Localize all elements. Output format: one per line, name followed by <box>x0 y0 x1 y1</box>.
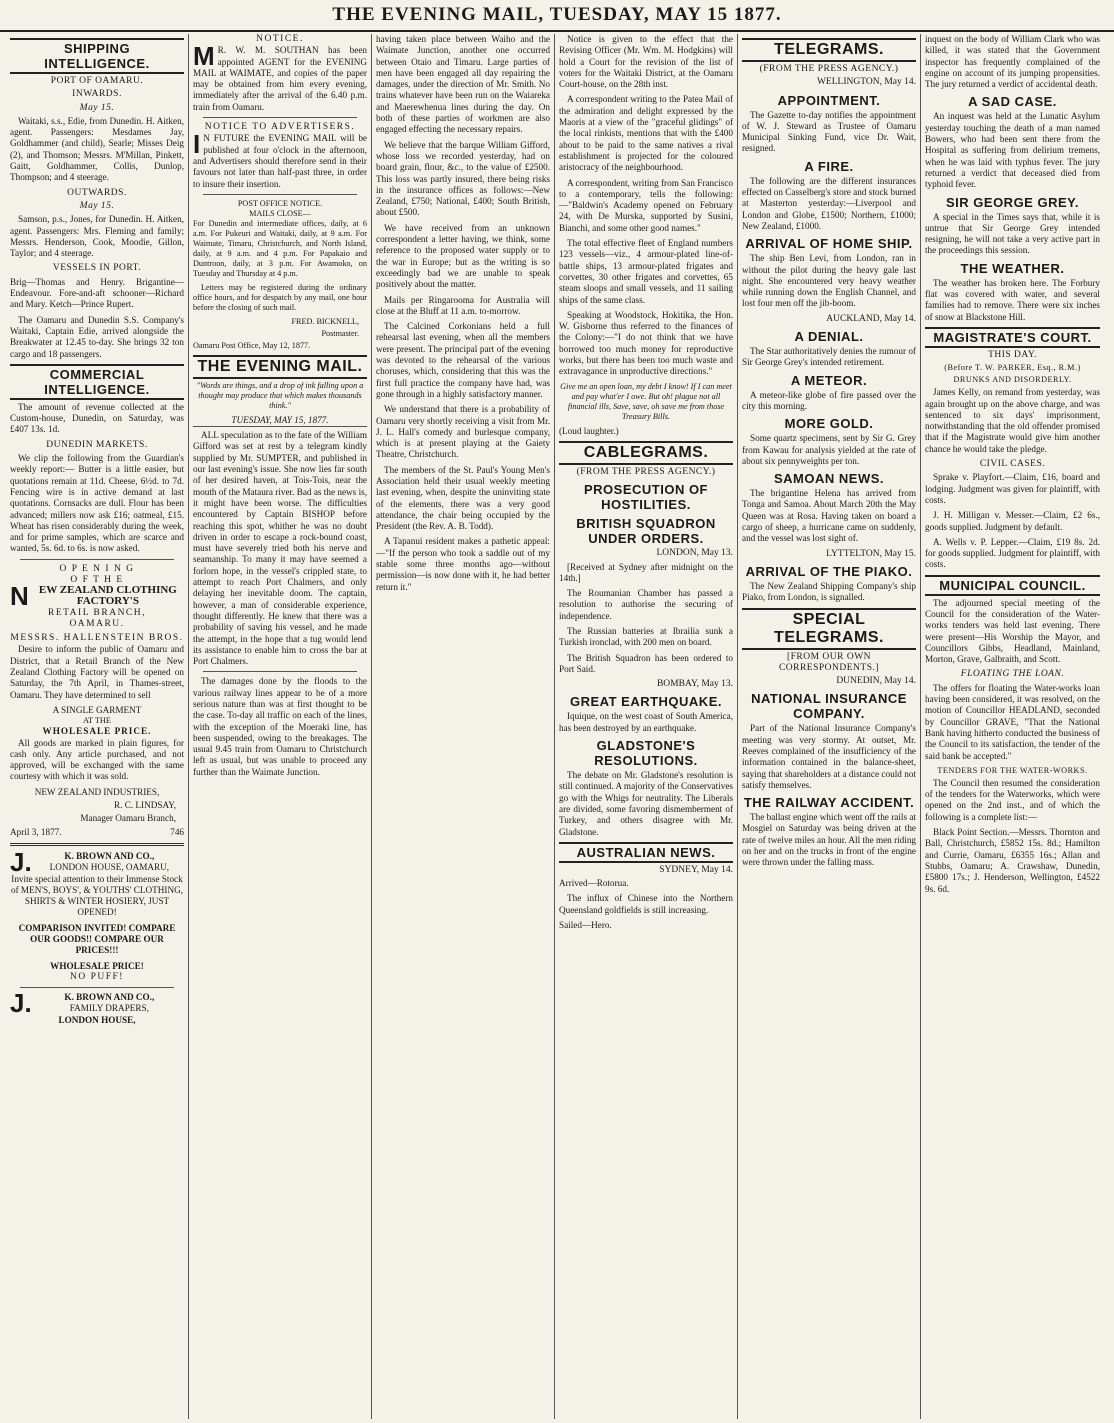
outwards-date: May 15. <box>79 200 115 211</box>
editorial-text: ALL speculation as to the fate of the William Gifford was set at rest by a telegram kindly supplied by Mr. SUMPTER, and published in our last evening's issue. She now lies far south of her desired haven, at Tois-Tois, near the mouth of the Mataura river. Bad as the news is, it might have been worse. The difficulties encountered by Captain BISHOP before reaching this spot, whither he was no doubt driven in order to escape a rock-bound coast, must have severely tried both his nerve and seamanship. To many it may have seemed a forlorn hope, in the vessel's crippled state, to attempt to reach Port Chalmers, and only delaying her inevitable doom. The captain, however, a man of considerable experience, thought differently. He knew that there was a probability of saving his vessel, and he made the attempt, in the hope that a tug would lend its assistance to enable him to cross the bar at Port Chalmers. <box>193 430 367 667</box>
column-4 <box>555 34 738 1419</box>
column-1 <box>6 34 189 1419</box>
c4-laughter: (Loud laughter.) <box>559 425 619 436</box>
c6-p3: A special in the Times says that, while it is untrue that Sir George Grey intended resigning, he will not take a very active part in the proceedings this session. <box>925 211 1100 256</box>
ad-single: A SINGLE GARMENT <box>52 704 142 715</box>
heading-gladstone: GLADSTONE'S RESOLUTIONS. <box>594 738 698 769</box>
heading-denial: A DENIAL. <box>794 329 864 345</box>
c5-p6: Some quartz specimens, sent by Sir G. Grey from Kawau for analysis yielded at the rate of about six pennyweights per ton. <box>742 433 916 466</box>
civil-cases: CIVIL CASES. <box>979 459 1046 470</box>
heading-australian: AUSTRALIAN NEWS. <box>559 842 733 863</box>
heading-telegrams: TELEGRAMS. <box>742 38 916 62</box>
post-office-date: Oamaru Post Office, May 12, 1877. <box>193 340 311 350</box>
ad-number: 746 <box>170 826 184 837</box>
brown-london-2: LONDON HOUSE, <box>58 1014 136 1025</box>
outwards-heading: OUTWARDS. <box>67 187 127 198</box>
advertisers-heading: NOTICE TO ADVERTISERS. <box>204 122 356 133</box>
c5-p9: Part of the National Insurance Company's meeting was very stormy. At outset, Mr. Reeves complained of the insufficiency of the information contained in the balance-sheet, saying that shareholders at a distance could not satisfy themselves. <box>742 723 916 790</box>
before-magistrate: (Before T. W. PARKER, Esq., R.M.) <box>944 363 1081 373</box>
drunks-heading: DRUNKS AND DISORDERLY. <box>953 375 1072 385</box>
c4-p2: A correspondent writing to the Patea Mail of the admiration and delight expressed by the Maoris at a view of the "graceful glidings" of the local rinkists, mentions that with the £400 about to be paid to the same natives a rival establishment is projected for the coloured aristocracy of the neighbourhood. <box>559 94 733 173</box>
c3-p7: The members of the St. Paul's Young Men's Association held their usual weekly meeting last evening, when, despite the uninviting state of the elements, there was a very good attendance, the chair being occupied by the President (the Rev. A. B. Todd). <box>376 464 550 532</box>
customs-text: The amount of revenue collected at the Custom-house, Dunedin, on Saturday, was £407 13s. 1d. <box>10 401 184 435</box>
notice-text: M R. W. M. SOUTHAN has been appointed AGENT for the EVENING MAIL at WAIMATE, and copies of the paper may be obtained from him every evening, immediately after the arrival of the 6.40 p.m. train from Oamaru. <box>193 41 367 112</box>
masthead: THE EVENING MAIL, TUESDAY, MAY 15 1877. <box>0 0 1114 32</box>
column-5 <box>738 34 921 1419</box>
post-heading: POST OFFICE NOTICE. <box>237 198 323 208</box>
brown-nopuff: NO PUFF! <box>70 971 124 982</box>
heading-commercial: COMMERCIAL INTELLIGENCE. <box>10 364 184 400</box>
c5-p5: A meteor-like globe of fire passed over the city this morning. <box>742 389 916 411</box>
c4-p4: The total effective fleet of England numbers 123 vessels—viz., 4 armour-plated line-of-battle ships, 13 armour-plated frigates and corvettes, 30 other frigates and corvettes, 65 steam sloops and small vessels, and 11 sailing ships of the same class. <box>559 238 733 305</box>
port-heading: PORT OF OAMARU. <box>50 76 144 86</box>
c6-p2: An inquest was held at the Lunatic Asylum yesterday touching the death of a man named Bowers, who had been sent there from the Hospital as suffering from delirium tremens, when he was laid with typhus fever. The jury returned a verdict that deceased died from typhoid fever. <box>925 111 1100 190</box>
floating-loan: FLOATING THE LOAN. <box>960 669 1065 680</box>
ad-of: O F T H E <box>70 574 124 585</box>
heading-meteor: A METEOR. <box>790 372 868 388</box>
shipping-note: The Oamaru and Dunedin S.S. Company's Waitaki, Captain Edie, arrived alongside the Breakwater at 12.45 to-day. She brings 32 ton cargo and 18 passengers. <box>10 314 184 359</box>
c4-p13: The influx of Chinese into the Northern Queensland goldfields is still increasing. <box>559 893 733 915</box>
c3-p2: We believe that the barque William Gifford, whose loss we recorded yesterday, had on board grain, flour, &c., to the value of £2500. This loss was partly insured, there being risks in the insurance offices as follows:—New Zealand, £750; National, £400; South British, about £500. <box>376 139 550 218</box>
c3-p6: We understand that there is a probability of Oamaru very shortly receiving a visit from Mr. J. L. Hall's comedy and burlesque company, which is at present playing at the Gaiety Theatre, Christchurch. <box>376 404 550 460</box>
c6-p9: The adjourned special meeting of the Council for the consideration of the Water-works tenders was held last evening. There were present—His Worship the Mayor, and Councillors Gibbs, Headland, Mainland, Morton, Grave, Galbraith, and Scott. <box>925 597 1100 665</box>
vessels-text: Brig—Thomas and Henry. Brigantine—Endeavour. Fore-and-aft schooner—Richard and Mary. Ketch—Prince Rupert. <box>10 276 184 310</box>
ad-at: AT THE <box>83 716 111 726</box>
brown-london: LONDON HOUSE, OAMARU, <box>49 862 170 873</box>
brown-drapers: FAMILY DRAPERS, <box>69 1003 149 1014</box>
heading-grey: SIR GEORGE GREY. <box>946 194 1079 210</box>
mails-list: For Dunedin and intermediate offices, daily, at 6 a.m. For Pukeuri and Waitaki, daily, at 9 a.m. For Waimate, Timaru, Christchurch, and North Island, daily, at 9 a.m. and 4 p.m. For Papakaio and Duntroon, daily, at 3 p.m. For Awamoko, on Tuesday and Thursday at 4 p.m. <box>193 218 367 278</box>
heading-hostilities: PROSECUTION OF HOSTILITIES. <box>583 482 708 513</box>
column-2 <box>189 34 372 1419</box>
c4-p11: The debate on Mr. Gladstone's resolution is still continued. A majority of the Conservatives go with the Whigs for neutrality. The Liberals are divided, some favoring dismemberment of Turkey, and others disagree with Mr. Gladstone. <box>559 770 733 837</box>
outwards-text: Samson, p.s., Jones, for Dunedin. H. Aitken, agent. Passengers: Mrs. Fleming and family; Messrs. Henderson, Cook, Moodie, Gillon, Taylor; and 4 steerage. <box>10 214 184 259</box>
ad-hallenstein: MESSRS. HALLENSTEIN BROS. <box>10 633 184 644</box>
heading-evening-mail: THE EVENING MAIL. <box>193 355 367 379</box>
c5-p1: The Gazette to-day notifies the appointment of W. J. Steward as Trustee of Oamaru Municipal Sinking Fund, vice Dr. Wait, resigned. <box>742 109 916 154</box>
c4-p14: Sailed—Hero. <box>559 920 612 931</box>
c4-p6: [Received at Sydney after midnight on the 14th.] <box>559 561 733 583</box>
dateline-london: LONDON, May 13. <box>656 548 733 559</box>
ad-retail: RETAIL BRANCH, <box>48 607 146 618</box>
heading-special-telegrams: SPECIAL TELEGRAMS. <box>742 608 916 650</box>
heading-railway: THE RAILWAY ACCIDENT. <box>743 795 915 811</box>
brown-ad-title-2: J. K. BROWN AND CO., <box>10 988 155 1019</box>
heading-municipal: MUNICIPAL COUNCIL. <box>925 575 1100 596</box>
dateline-wellington: WELLINGTON, May 14. <box>816 77 916 88</box>
ad-wholesale: WHOLESALE PRICE. <box>42 726 152 737</box>
c6-p1: inquest on the body of William Clark who was killed, it was stated that the Government inspector has frequently complained of the engine on account of its jumping propensities. The jury returned a verdict of accidental death. <box>925 34 1100 90</box>
column-6 <box>921 34 1104 1419</box>
inwards-heading: INWARDS. <box>72 89 122 100</box>
c5-p2: The following are the different insurances effected on Casselberg's store and stock burned at Masterton yesterday:—Liverpool and London and Globe, £1500; Northern, £1000; New Zealand, £1000. <box>742 175 916 231</box>
c6-p11: The Council then resumed the consideration of the tenders for the Waterworks, which were opened on the 2nd inst., and of which the following is a complete list:— <box>925 777 1100 822</box>
ad-manager: Manager Oamaru Branch, <box>80 813 176 824</box>
brown-text: Invite special attention to their Immense Stock of MEN'S, BOYS', & YOUTHS' CLOTHING, SHIRTS & WINTER HOSIERY, JUST OPENED! <box>10 873 184 918</box>
c6-p8: A. Wells v. P. Lepper.—Claim, £19 8s. 2d. for goods supplied. Judgment for plaintiff, with costs. <box>925 536 1100 570</box>
floods-text: The damages done by the floods to the various railway lines appear to be of a more serious nature than was at first thought to be the case. To-day all traffic on each of the lines, with the exception of the Moeraki line, has been suspended, owing to the breakages. The usual 9.45 train from Oamaru to Christchurch left as usual, but was unable to proceed any further than the Waimate Junction. <box>193 676 367 777</box>
dateline-auckland: AUCKLAND, May 14. <box>826 313 916 324</box>
markets-text: We clip the following from the Guardian's weekly report:— Butter is a little easier, but quotations remain at 11d. Cheese, 6½d. to 7d. Fencing wire is in active demand at last quotations. Cornsacks are dull. Flour has been advanced; millers now ask £16; oatmeal, £15. Wheat has risen considerably during the week, and for prime samples, which are scarce and wanted, 5s. 6d. to 6s. is now asked. <box>10 453 184 554</box>
heading-appointment: APPOINTMENT. <box>777 92 881 108</box>
heading-samoan: SAMOAN NEWS. <box>774 471 884 487</box>
heading-magistrate: MAGISTRATE'S COURT. <box>925 327 1100 348</box>
telegrams-agency: (FROM THE PRESS AGENCY.) <box>759 64 899 74</box>
markets-heading: DUNEDIN MARKETS. <box>46 439 148 450</box>
cablegrams-agency: (FROM THE PRESS AGENCY.) <box>576 466 716 477</box>
tenders-heading: TENDERS FOR THE WATER-WORKS. <box>937 765 1088 775</box>
ad-oamaru: OAMARU. <box>69 618 125 629</box>
postmaster-title: Postmaster. <box>321 328 359 338</box>
c5-p3: The ship Ben Levi, from London, ran in without the pilot during the heavy gale last night. She encountered very heavy weather while running down the English Channel, and lost four men off the jib-boom. <box>742 253 916 309</box>
c4-p10: Iquique, on the west coast of South America, has been destroyed by an earthquake. <box>559 711 733 733</box>
c6-p7: J. H. Milligan v. Messer.—Claim, £2 6s., goods supplied. Judgment by default. <box>925 510 1100 532</box>
heading-gold: MORE GOLD. <box>784 416 874 432</box>
advertisers-text: I N FUTURE the EVENING MAIL will be published at four o'clock in the afternoon, and Advertisers should therefore send in their favours not later than half-past three, in order to insure their insertion. <box>193 129 367 189</box>
brown-wholesale: WHOLESALE PRICE! <box>50 960 144 971</box>
brown-compare: COMPARISON INVITED! COMPARE OUR GOODS!! COMPARE OUR PRICES!!! <box>18 922 176 956</box>
this-day: THIS DAY. <box>988 349 1037 360</box>
c4-p1: Notice is given to the effect that the Revising Officer (Mr. Wm. M. Hodgkins) will hold a Court for the revision of the list of voters for the Waitaki District, at the Oamaru Court-house, on the 28th inst. <box>559 34 733 90</box>
c5-p4: The Star authoritatively denies the rumour of Sir George Grey's intended retirement. <box>742 346 916 368</box>
dateline-sydney: SYDNEY, May 14. <box>659 864 733 875</box>
c4-p8: The Russian batteries at Ibrailia sunk a Turkish ironclad, with 200 men on board. <box>559 625 733 648</box>
c4-p7: The Roumanian Chamber has passed a resolution to authorise the securing of independence. <box>559 588 733 621</box>
heading-insurance: NATIONAL INSURANCE COMPANY. <box>751 691 907 722</box>
c3-p1: having taken place between Waiho and the Waimate Junction, another one occurred between Otaio and Timaru. Large parties of men have been engaged all day repairing the damages, under the direction of Mr. Smith. No trains whatever have been run on the Waiareka and Maerewhenua lines during the day. On both of these parties of workmen are also engaged effecting the necessary repairs. <box>376 34 550 135</box>
heading-cablegrams: CABLEGRAMS. <box>559 441 733 465</box>
c6-p5: James Kelly, on remand from yesterday, was again brought up on the above charge, and was sentenced to six days' imprisonment, notwithstanding that the old offender promised that if the Magistrate would give him another chance he would take the pledge. <box>925 387 1100 454</box>
ad-opening: O P E N I N G <box>59 563 135 574</box>
dateline-dunedin: DUNEDIN, May 14. <box>836 676 916 687</box>
ad-sign: R. C. LINDSAY, <box>113 800 176 811</box>
brown-ad-title: J. K. BROWN AND CO., <box>10 846 155 877</box>
heading-squadron: BRITISH SQUADRON UNDER ORDERS. <box>576 516 716 547</box>
heading-earthquake: GREAT EARTHQUAKE. <box>570 694 722 710</box>
c4-p9: The British Squadron has been ordered to Port Said. <box>559 652 733 674</box>
mails-letters: Letters may be registered during the ordinary office hours, and for despatch by any mail, one hour before the closing of such mail. <box>193 282 367 312</box>
c6-p4: The weather has broken here. The Forbury flat was covered with water, and several families had to remove. There were six inches of snow at Blackstone Hill. <box>925 277 1100 322</box>
notice-heading: NOTICE. <box>256 34 304 44</box>
c3-p5: The Calcined Corkonians held a full rehearsal last evening, when all the members were present. The principal part of the evening was devoted to the rehearsal of the various choruses, which, considering that this was the first full practice the company have had, was gone through in a highly satisfactory manner. <box>376 321 550 399</box>
ad-industries: NEW ZEALAND INDUSTRIES, <box>34 786 160 797</box>
inwards-date: May 15. <box>79 102 115 113</box>
c6-p6: Sprake v. Playfort.—Claim, £16, board and lodging. Judgment was given for plaintiff, with costs. <box>925 472 1100 505</box>
vessels-heading: VESSELS IN PORT. <box>52 263 142 274</box>
ad-date: April 3, 1877. <box>10 826 62 837</box>
c6-p10: The offers for floating the Water-works loan having been considered, it was resolved, on the motion of Councillor HEADLAND, seconded by Councillor GRAVE, "That the National Bank having hitherto conducted the business of the Council to its satisfaction, the tender of the said bank be accepted." <box>925 682 1100 761</box>
c4-p3: A correspondent, writing from San Francisco to a contemporary, tells the following:—"Baldwin's Academy opened on February 24, with De Murska, supported by Susini, Bianchi, and some other good names." <box>559 177 733 233</box>
c6-p12: Black Point Section.—Messrs. Thornton and Ball, Christchurch, £5852 15s. 8d.; Hamilton and Currie, Oamaru, £6355 16s.; Allan and Stubbs, Oamaru; A. Crawshaw, Dunedin, £5800 17s.; J. Henderson, Wellington, £4522 9s. 6d. <box>925 827 1100 894</box>
ad-date-row <box>10 827 184 838</box>
editorial-date: TUESDAY, MAY 15, 1877. <box>193 415 367 427</box>
ad-goods: All goods are marked in plain figures, for cash only. Any article purchased, and not approved, will be exchanged with the same courtesy with which it was sold. <box>10 737 184 782</box>
heading-weather: THE WEATHER. <box>960 260 1065 276</box>
c3-p4: Mails per Ringarooma for Australia will close at the Bluff at 11 a.m. to-morrow. <box>376 294 550 316</box>
heading-shipping: SHIPPING INTELLIGENCE. <box>10 38 184 74</box>
c4-p5: Speaking at Woodstock, Hokitika, the Hon. W. Gisborne thus referred to the finances of the Colony:—"I do not think that we have borrowed too much money for reproductive works, but there has been too much waste and extravagance in unproductive directions." <box>559 309 733 377</box>
c5-p8: The New Zealand Shipping Company's ship Piako, from London, is signalled. <box>742 580 916 603</box>
heading-home-ship: ARRIVAL OF HOME SHIP. <box>745 236 913 252</box>
heading-fire: A FIRE. <box>804 158 854 174</box>
inwards-text: Waitaki, s.s., Edie, from Dunedin. H. Aitken, agent. Passengers: Mesdames Jay, Goldhammer (and child), Searle; Misses Deig (2), and Thomson; Messrs. M'Millan, Pinkett, Gaitt, Goldhammer, Collis, Dunlop, Thompson; and 4 steerage. <box>10 115 184 183</box>
dateline-lyttelton: LYTTELTON, May 15. <box>826 548 916 559</box>
postmaster-name: FRED. BICKNELL, <box>291 316 359 326</box>
newspaper-columns <box>6 34 1108 1419</box>
c4-p12: Arrived—Rotorua. <box>559 878 629 889</box>
dateline-bombay: BOMBAY, May 13. <box>656 679 733 690</box>
c3-p3: We have received from an unknown correspondent a letter having, we think, some reference to the proposed water supply or to the war in Europe; but as the writing is so exceedingly bad we are unable to speak positively about the matter. <box>376 222 550 290</box>
c5-p7: The brigantine Helena has arrived from Tonga and Samoa. About March 20th the May Queen was at Rosa. Having taken on board a cargo of sheep, a hurricane came on suddenly, and the vessel was lost sight of. <box>742 488 916 544</box>
ad-nz-title: NEW ZEALAND CLOTHING FACTORY'S <box>10 580 177 611</box>
special-correspondents: [FROM OUR OWN CORRESPONDENTS.] <box>778 651 880 673</box>
mails-close: MAILS CLOSE— <box>249 208 311 218</box>
ad-desire: Desire to inform the public of Oamaru and District, that a Retail Branch of the New Zealand Clothing Factory will be opened on Saturday, the 7th April, in Thames-street, Oamaru. They have determined to sell <box>10 644 184 700</box>
heading-sad-case: A SAD CASE. <box>968 94 1057 110</box>
motto: "Words are things, and a drop of ink falling upon a thought may produce that which makes thousands think." <box>196 380 364 410</box>
c3-p8: A Tapanui resident makes a pathetic appeal:—"If the person who took a saddle out of my stable some three months ago—without permission—is now done with it, he had better return it." <box>376 536 550 592</box>
c5-p10: The ballast engine which went off the rails at Mosgiel on Saturday was being driven at the rate of twelve miles an hour. All the men riding on her and on the trucks in front of the engine were thrown under the falling mass. <box>742 812 917 868</box>
column-3 <box>372 34 555 1419</box>
c4-poem: Give me an open loan, my debt I know! If I can meet and pay what'er I owe. But oh! plague not all financial ills, Save, save, oh save me from those Treasury Bills. <box>560 381 732 421</box>
heading-piako: ARRIVAL OF THE PIAKO. <box>745 563 913 579</box>
